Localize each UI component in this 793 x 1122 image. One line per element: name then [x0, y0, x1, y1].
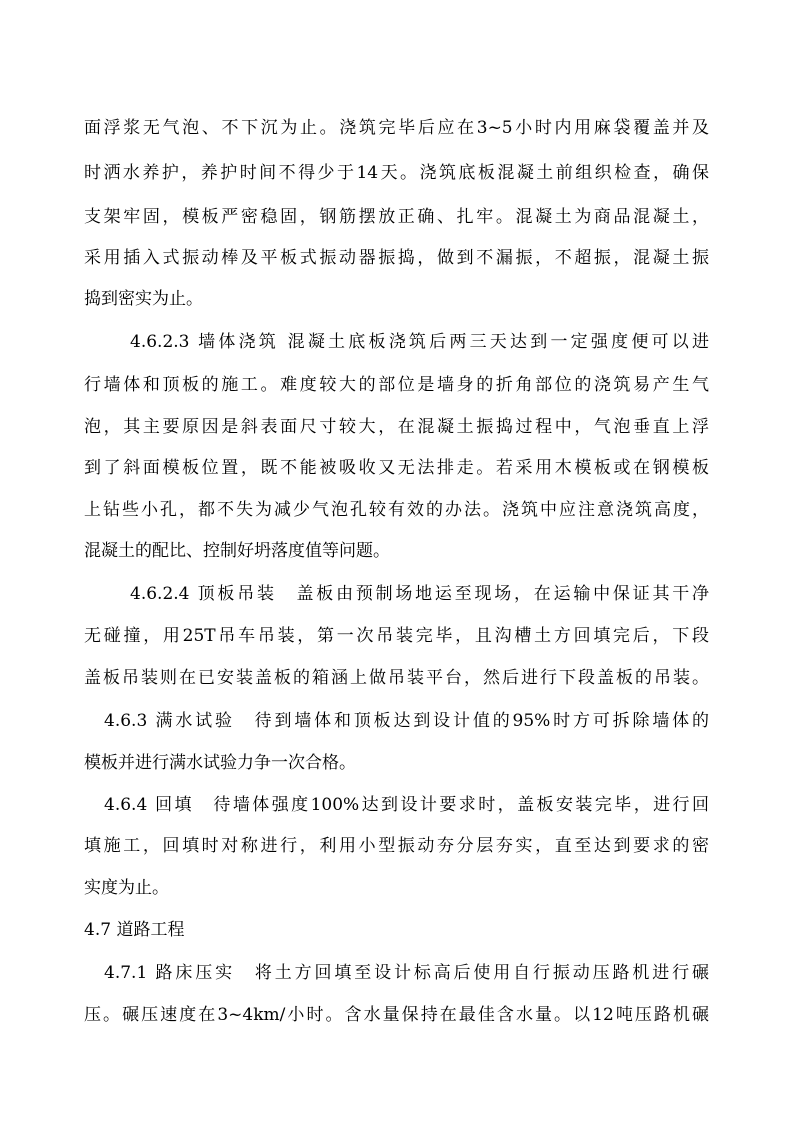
section-heading-4-6-3: 4.6.3 满水试验 待到墙体和顶板达到设计值的95%时方可拆除墙体的	[104, 711, 709, 731]
section-heading-4-6-4: 4.6.4 回填 待墙体强度100%达到设计要求时，盖板安装完毕，进行回	[104, 795, 709, 815]
section-heading-4-7: 4.7 道路工程	[84, 920, 185, 940]
text-line: 上钻些小孔，都不失为减少气泡孔较有效的办法。浇筑中应注意浇筑高度，	[84, 500, 709, 520]
text-line: 采用插入式振动棒及平板式振动器振捣，做到不漏振，不超振，混凝土振	[84, 248, 709, 268]
text-line: 无碰撞，用25T吊车吊装，第一次吊装完毕，且沟槽土方回填完后，下段	[84, 626, 709, 646]
text-line: 泡，其主要原因是斜表面尺寸较大，在混凝土振捣过程中，气泡垂直上浮	[84, 417, 709, 437]
text-line: 支架牢固，模板严密稳固，钢筋摆放正确、扎牢。混凝土为商品混凝土，	[84, 207, 709, 227]
text-line: 捣到密实为止。	[84, 289, 203, 309]
text-line: 实度为止。	[84, 878, 169, 898]
text-line: 时洒水养护，养护时间不得少于14天。浇筑底板混凝土前组织检查，确保	[84, 163, 709, 183]
text-line: 行墙体和顶板的施工。难度较大的部位是墙身的折角部位的浇筑易产生气	[84, 375, 709, 395]
text-line: 盖板吊装则在已安装盖板的箱涵上做吊装平台，然后进行下段盖板的吊装。	[84, 668, 709, 688]
text-line: 到了斜面模板位置，既不能被吸收又无法排走。若采用木模板或在钢模板	[84, 458, 709, 478]
section-heading-4-6-2-4: 4.6.2.4 顶板吊装 盖板由预制场地运至现场，在运输中保证其干净	[130, 584, 709, 604]
text-line: 混凝土的配比、控制好坍落度值等问题。	[84, 541, 390, 561]
text-line: 面浮浆无气泡、不下沉为止。浇筑完毕后应在3~5小时内用麻袋覆盖并及	[84, 118, 709, 138]
text-line: 模板并进行满水试验力争一次合格。	[84, 753, 356, 773]
section-heading-4-6-2-3: 4.6.2.3 墙体浇筑 混凝土底板浇筑后两三天达到一定强度便可以进	[130, 332, 709, 352]
section-heading-4-7-1: 4.7.1 路床压实 将土方回填至设计标高后使用自行振动压路机进行碾	[104, 963, 709, 983]
text-line: 填施工，回填时对称进行，利用小型振动夯分层夯实，直至达到要求的密	[84, 836, 709, 856]
text-line: 压。碾压速度在3~4km/小时。含水量保持在最佳含水量。以12吨压路机碾	[84, 1005, 709, 1025]
